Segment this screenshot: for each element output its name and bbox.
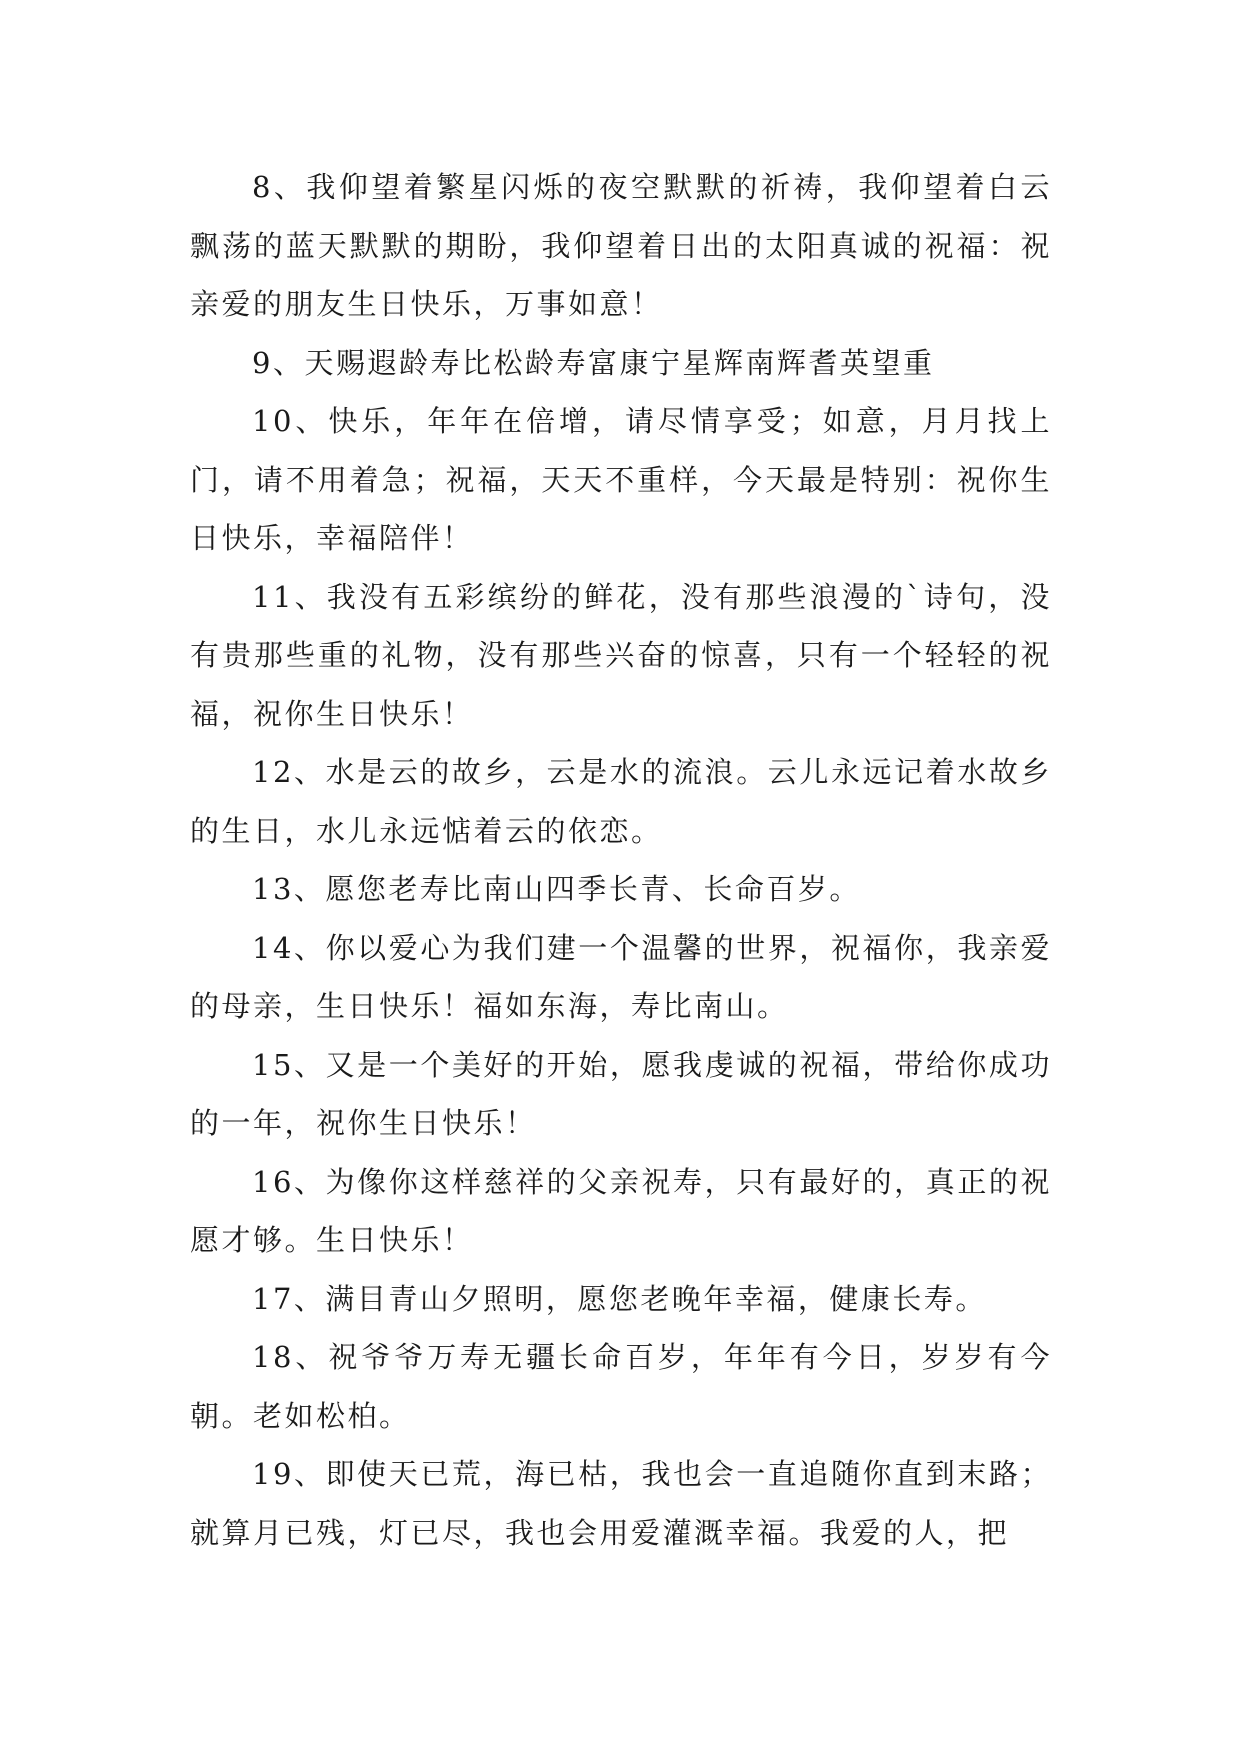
paragraph-11: 11、我没有五彩缤纷的鲜花，没有那些浪漫的`诗句，没有贵那些重的礼物，没有那些兴奋的惊喜，只有一个轻轻的祝福，祝你生日快乐！ <box>190 579 1052 731</box>
paragraph-15: 15、又是一个美好的开始，愿我虔诚的祝福，带给你成功的一年，祝你生日快乐！ <box>190 1047 1052 1140</box>
document-body <box>190 158 1052 1562</box>
paragraph-10: 10、快乐，年年在倍增，请尽情享受；如意，月月找上门，请不用着急；祝福，天天不重样，今天最是特别：祝你生日快乐，幸福陪伴！ <box>190 404 1052 555</box>
paragraph-9: 9、天赐遐龄寿比松龄寿富康宁星辉南辉耆英望重 <box>252 345 935 380</box>
paragraph-13: 13、愿您老寿比南山四季长青、长命百岁。 <box>252 872 861 906</box>
paragraph-8: 8、我仰望着繁星闪烁的夜空默默的祈祷，我仰望着白云飘荡的蓝天默默的期盼，我仰望着日出的太阳真诚的祝福：祝亲爱的朋友生日快乐，万事如意！ <box>190 170 1052 321</box>
paragraph-14: 14、你以爱心为我们建一个温馨的世界，祝福你，我亲爱的母亲，生日快乐！福如东海，寿比南山。 <box>190 930 1052 1023</box>
paragraph-18: 18、祝爷爷万寿无疆长命百岁，年年有今日，岁岁有今朝。老如松柏。 <box>190 1340 1052 1433</box>
paragraph-16: 16、为像你这样慈祥的父亲祝寿，只有最好的，真正的祝愿才够。生日快乐！ <box>190 1164 1052 1257</box>
paragraph-12: 12、水是云的故乡，云是水的流浪。云儿永远记着水故乡的生日，水儿永远惦着云的依恋。 <box>190 755 1052 848</box>
paragraph-17: 17、满目青山夕照明，愿您老晚年幸福，健康长寿。 <box>252 1281 987 1316</box>
paragraph-19: 19、即使天已荒，海已枯，我也会一直追随你直到末路；就算月已残，灯已尽，我也会用爱灌溉幸福。我爱的人，把 <box>190 1457 1052 1550</box>
